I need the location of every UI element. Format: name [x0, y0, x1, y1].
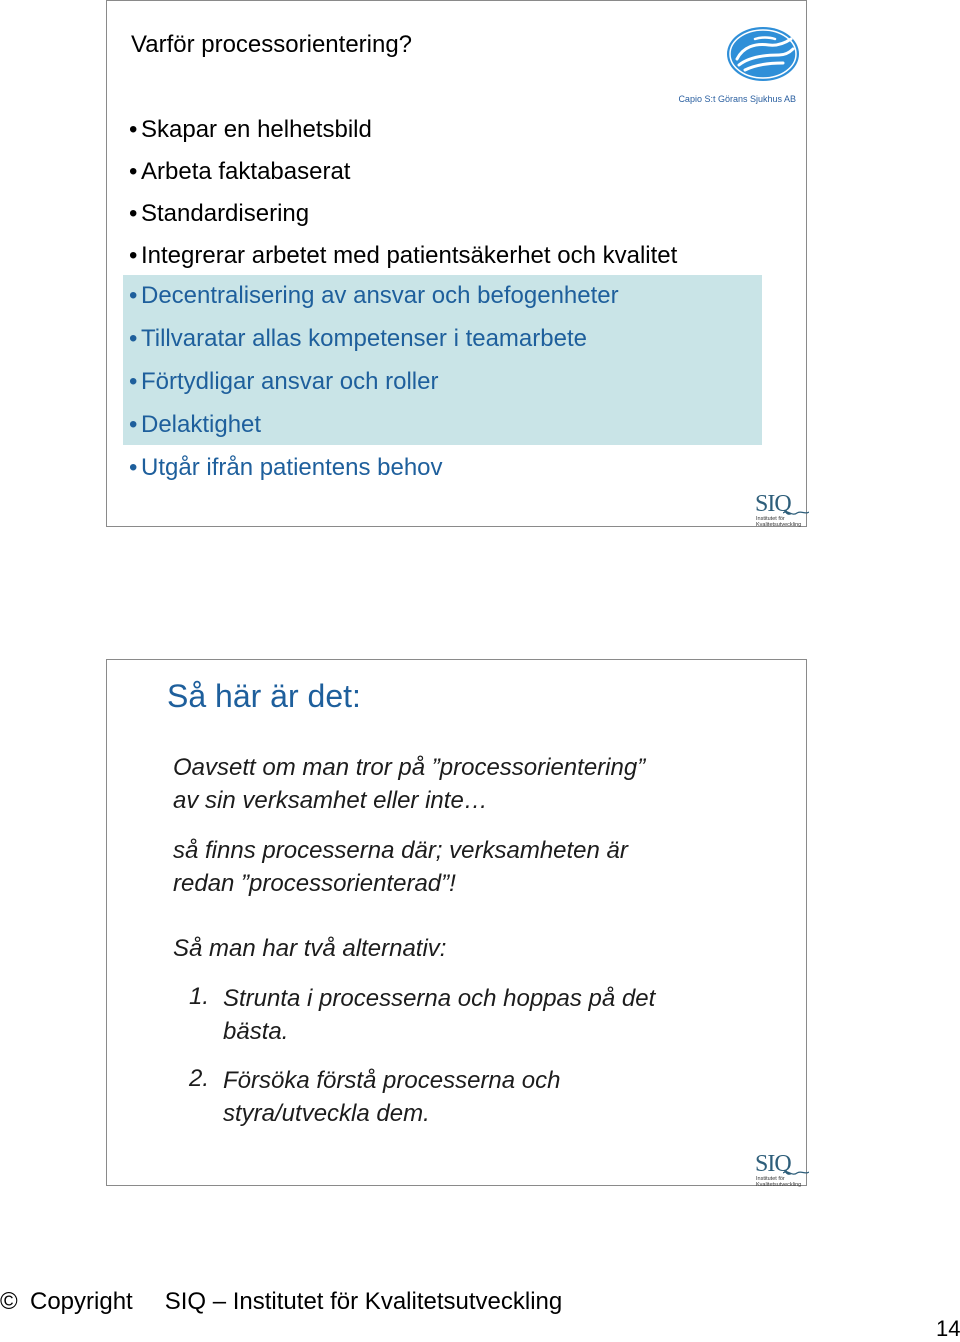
siq-logo-text: SIQ	[755, 491, 791, 517]
alternative-2: Försöka förstå processerna och styra/utveckla dem.	[223, 1067, 561, 1127]
paragraph-2: så finns processerna där; verksamheten är redan ”processorienterad”!	[173, 837, 628, 897]
alternative-1: Strunta i processerna och hoppas på det bästa.	[223, 985, 656, 1045]
capio-hand-logo-icon	[725, 25, 801, 83]
footer	[0, 1288, 562, 1316]
slide-2	[106, 659, 807, 1186]
slide-2-title: Så här är det:	[167, 678, 361, 714]
list-item: • Förtydligar ansvar och roller	[129, 368, 439, 395]
slide-1-title: Varför processorientering?	[131, 31, 413, 58]
alternatives-intro: Så man har två alternativ:	[173, 935, 447, 962]
page-number: 14	[936, 1316, 960, 1341]
bullet-list-top	[129, 109, 677, 277]
list-item: • Decentralisering av ansvar och befogenheter	[129, 282, 619, 309]
list-item: • Standardisering	[129, 200, 310, 227]
copyright-icon: ©	[0, 1288, 18, 1315]
list-item: • Arbeta faktabaserat	[129, 158, 351, 185]
list-item: • Skapar en helhetsbild	[129, 116, 372, 143]
siq-subtitle: Institutet för Kvalitetsutveckling	[756, 1176, 802, 1188]
paragraph-1: Oavsett om man tror på ”processorientering” av sin verksamhet eller inte…	[173, 754, 646, 814]
copyright-label: Copyright	[30, 1288, 133, 1315]
bullet-list-highlighted	[129, 275, 619, 489]
list-item: • Tillvaratar allas kompetenser i teamarbete	[129, 325, 587, 352]
siq-logo	[755, 491, 813, 527]
slide-1	[106, 0, 807, 527]
list-item: • Integrerar arbetet med patientsäkerhet och kvalitet	[129, 242, 678, 269]
siq-logo-text: SIQ	[755, 1151, 791, 1177]
capio-caption: Capio S:t Görans Sjukhus AB	[678, 94, 796, 104]
siq-subtitle: Institutet för Kvalitetsutveckling	[756, 516, 802, 528]
alternative-2-number: 2.	[189, 1065, 210, 1092]
alternative-1-number: 1.	[189, 983, 210, 1010]
footer-org: SIQ – Institutet för Kvalitetsutveckling	[164, 1288, 563, 1315]
siq-logo	[755, 1151, 813, 1187]
list-item: • Utgår ifrån patientens behov	[129, 454, 443, 481]
list-item: • Delaktighet	[129, 411, 262, 438]
